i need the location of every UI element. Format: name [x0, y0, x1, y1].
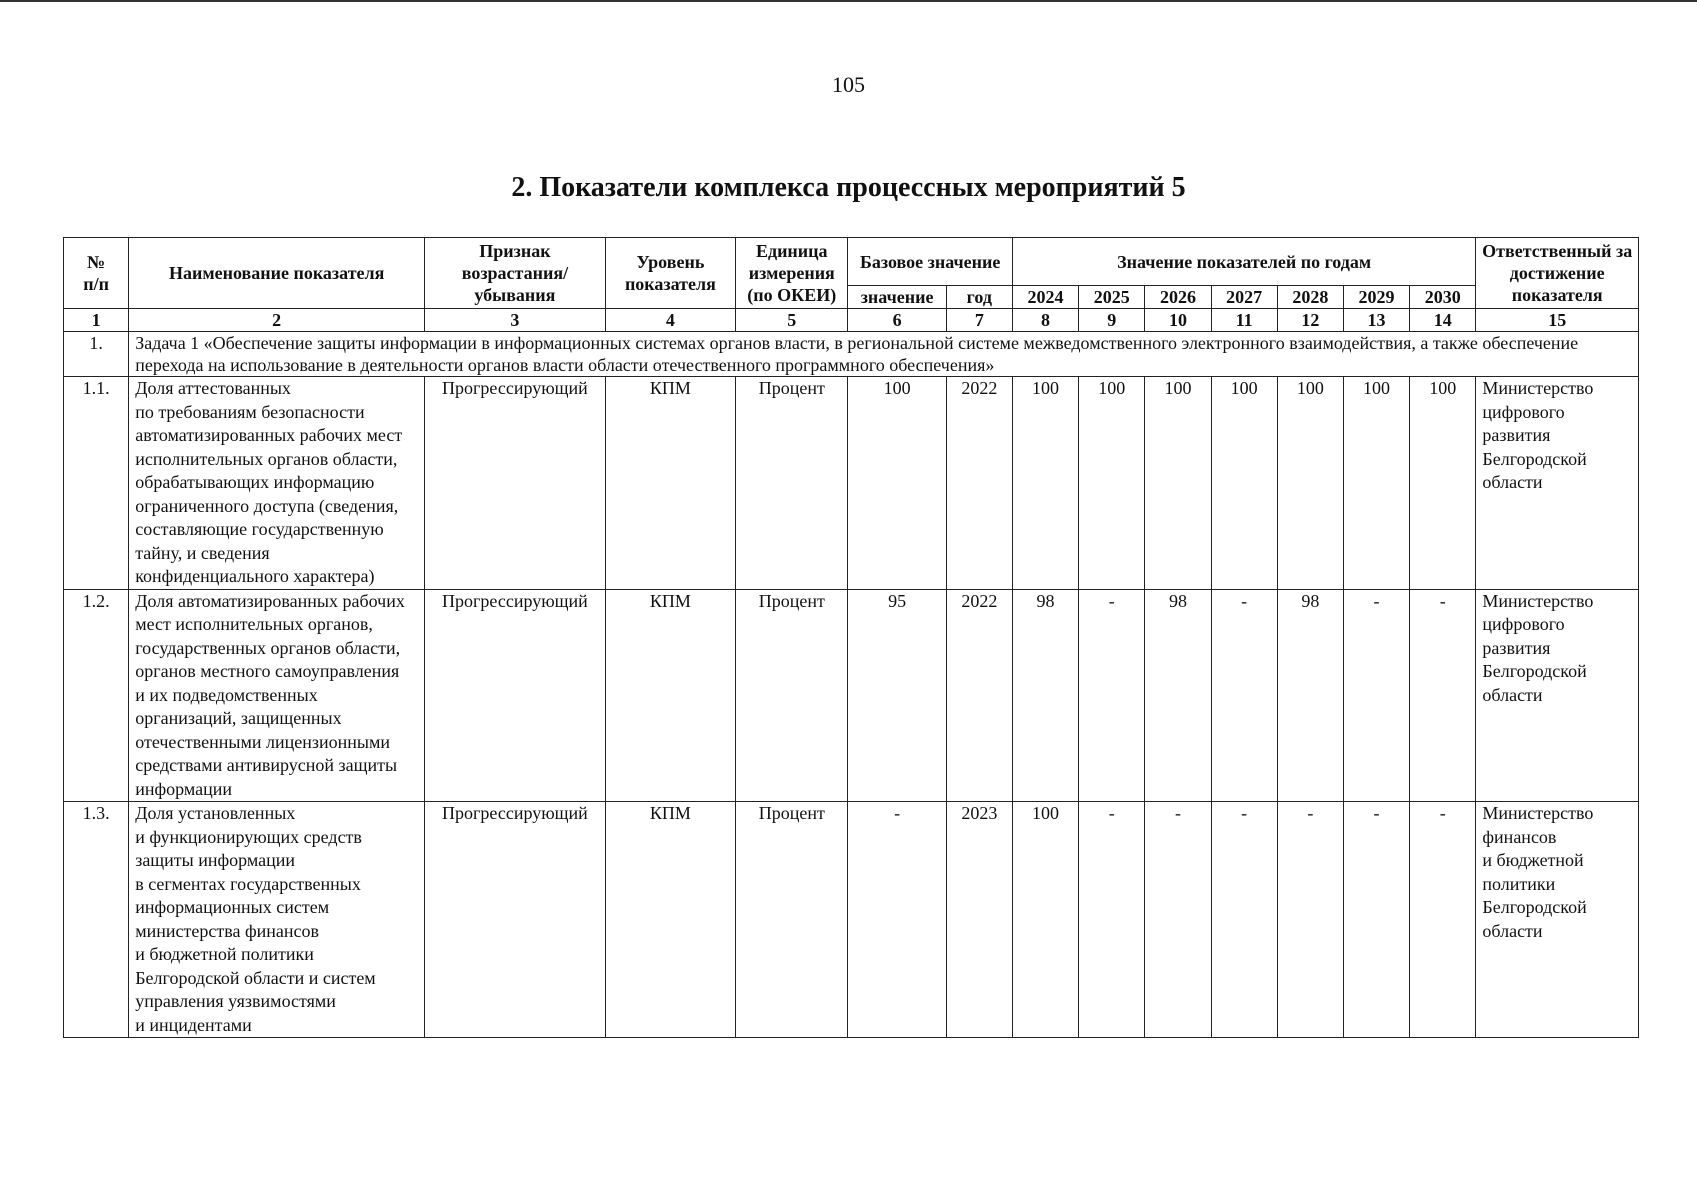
- indicator-name: Доля аттестованных по требованиям безопасности автоматизированных рабочих мест исполнительных органов области, обрабатывающих информацию ограниченного доступа (сведения, составляющие государственную тайну, и сведения конфиденциального характера): [129, 377, 425, 590]
- base-year: 2022: [946, 377, 1012, 590]
- column-number: 15: [1476, 309, 1639, 332]
- indicator-sign: Прогрессирующий: [425, 589, 606, 802]
- year-value: -: [1079, 589, 1145, 802]
- base-year: 2023: [946, 802, 1012, 1038]
- header-year: 2026: [1145, 286, 1211, 309]
- column-number: 5: [736, 309, 848, 332]
- responsible: Министерство цифрового развития Белгородской области: [1476, 589, 1639, 802]
- column-number: 6: [848, 309, 946, 332]
- task-row: [64, 332, 1639, 377]
- header-responsible: Ответственный за достижение показателя: [1476, 238, 1639, 309]
- column-number: 8: [1012, 309, 1078, 332]
- indicator-unit: Процент: [736, 802, 848, 1038]
- indicator-name: Доля установленных и функционирующих средств защиты информации в сегментах государственных информационных систем министерства финансов и бюджетной политики Белгородской области и систем управления уязвимостями и инцидентами: [129, 802, 425, 1038]
- column-number: 12: [1277, 309, 1343, 332]
- indicator-level: КПМ: [605, 589, 735, 802]
- year-value: -: [1211, 802, 1277, 1038]
- header-base-year: год: [946, 286, 1012, 309]
- year-value: 100: [1012, 802, 1078, 1038]
- indicator-sign: Прогрессирующий: [425, 377, 606, 590]
- indicator-unit: Процент: [736, 377, 848, 590]
- header-year: 2025: [1079, 286, 1145, 309]
- header-sign: Признак возрастания/ убывания: [425, 238, 606, 309]
- row-number: 1.2.: [64, 589, 129, 802]
- year-value: -: [1079, 802, 1145, 1038]
- indicator-level: КПМ: [605, 377, 735, 590]
- year-value: 100: [1211, 377, 1277, 590]
- indicator-row: [64, 589, 1639, 802]
- base-value: -: [848, 802, 946, 1038]
- header-year: 2029: [1343, 286, 1409, 309]
- indicator-row: [64, 377, 1639, 590]
- header-years-group: Значение показателей по годам: [1012, 238, 1475, 286]
- responsible: Министерство финансов и бюджетной политики Белгородской области: [1476, 802, 1639, 1038]
- year-value: 100: [1410, 377, 1476, 590]
- column-number: 11: [1211, 309, 1277, 332]
- column-number: 14: [1410, 309, 1476, 332]
- year-value: -: [1277, 802, 1343, 1038]
- year-value: -: [1211, 589, 1277, 802]
- indicator-sign: Прогрессирующий: [425, 802, 606, 1038]
- year-value: -: [1145, 802, 1211, 1038]
- indicator-level: КПМ: [605, 802, 735, 1038]
- column-number: 10: [1145, 309, 1211, 332]
- indicator-name: Доля автоматизированных рабочих мест исполнительных органов, государственных органов области, органов местного самоуправления и их подведомственных организаций, защищенных отечественными лицензионными средствами антивирусной защиты информации: [129, 589, 425, 802]
- task-text: Задача 1 «Обеспечение защиты информации в информационных системах органов власти, в региональной системе межведомственного электронного взаимодействия, а также обеспечение перехода на использование в деятельности органов власти области отечественного программного обеспечения»: [129, 332, 1639, 377]
- column-number: 3: [425, 309, 606, 332]
- column-number: 4: [605, 309, 735, 332]
- document-title: 2. Показатели комплекса процессных мероприятий 5: [511, 172, 1186, 203]
- header-num: № п/п: [64, 238, 129, 309]
- column-number: 13: [1343, 309, 1409, 332]
- header-year: 2027: [1211, 286, 1277, 309]
- indicator-unit: Процент: [736, 589, 848, 802]
- column-numbers-row: [64, 309, 1639, 332]
- year-value: -: [1410, 802, 1476, 1038]
- header-year: 2024: [1012, 286, 1078, 309]
- header-base: Базовое значение: [848, 238, 1013, 286]
- top-border-line: [0, 0, 1697, 2]
- row-number: 1.1.: [64, 377, 129, 590]
- year-value: -: [1343, 589, 1409, 802]
- column-number: 9: [1079, 309, 1145, 332]
- row-number: 1.3.: [64, 802, 129, 1038]
- column-number: 7: [946, 309, 1012, 332]
- header-level: Уровень показателя: [605, 238, 735, 309]
- header-year: 2028: [1277, 286, 1343, 309]
- indicator-rows: [64, 377, 1639, 1038]
- indicator-row: [64, 802, 1639, 1038]
- year-value: 100: [1079, 377, 1145, 590]
- header-name: Наименование показателя: [129, 238, 425, 309]
- year-value: 98: [1145, 589, 1211, 802]
- responsible: Министерство цифрового развития Белгородской области: [1476, 377, 1639, 590]
- year-value: 98: [1277, 589, 1343, 802]
- base-value: 95: [848, 589, 946, 802]
- year-value: 100: [1012, 377, 1078, 590]
- year-value: -: [1343, 802, 1409, 1038]
- year-value: 100: [1277, 377, 1343, 590]
- year-value: 98: [1012, 589, 1078, 802]
- header-base-value: значение: [848, 286, 946, 309]
- indicators-table: [63, 237, 1639, 1038]
- header-unit: Единица измерения (по ОКЕИ): [736, 238, 848, 309]
- task-number: 1.: [64, 332, 129, 377]
- column-number: 2: [129, 309, 425, 332]
- year-value: -: [1410, 589, 1476, 802]
- year-value: 100: [1343, 377, 1409, 590]
- header-year: 2030: [1410, 286, 1476, 309]
- base-value: 100: [848, 377, 946, 590]
- year-value: 100: [1145, 377, 1211, 590]
- column-number: 1: [64, 309, 129, 332]
- base-year: 2022: [946, 589, 1012, 802]
- page-number: 105: [832, 72, 865, 97]
